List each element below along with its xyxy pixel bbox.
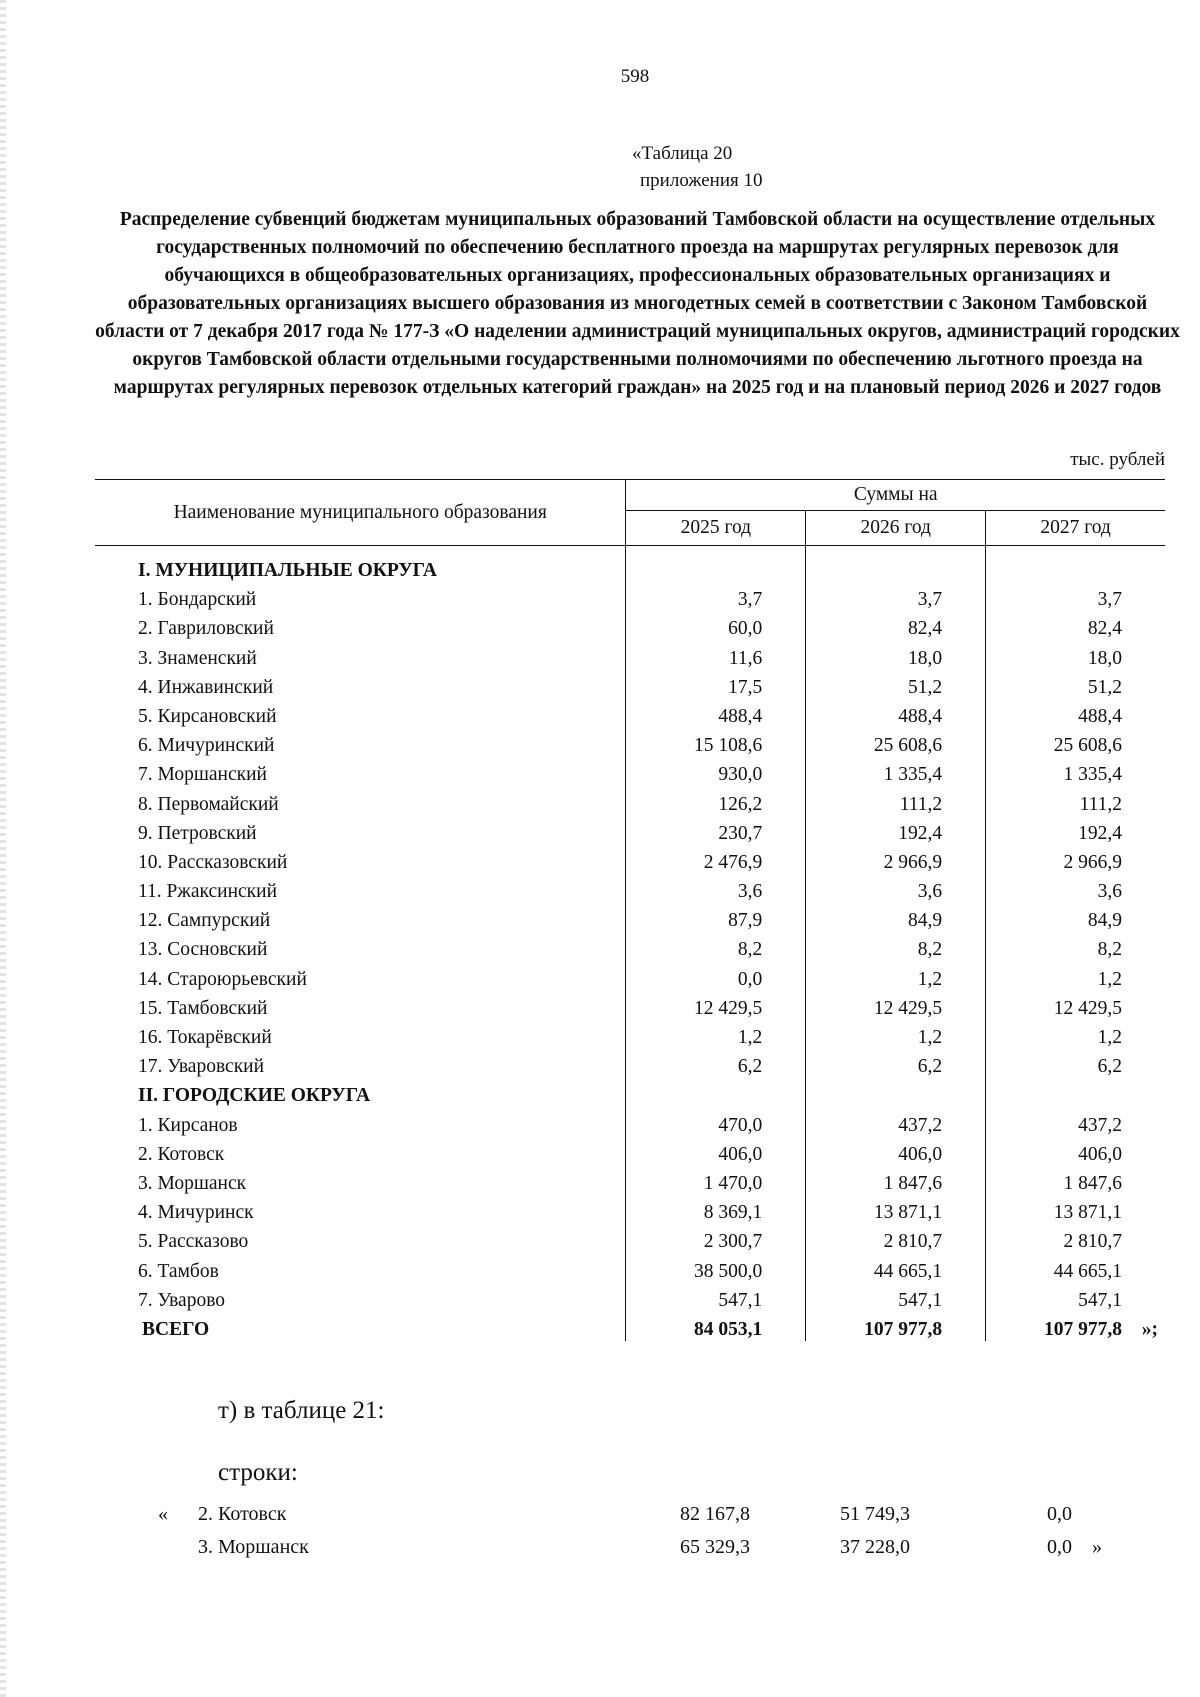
row-name: 14. Староюрьевский (138, 968, 307, 990)
header-2026: 2026 год (806, 511, 986, 546)
table-row (95, 699, 1165, 728)
row-name: 17. Уваровский (138, 1056, 265, 1078)
value-2027: 2 966,9 (986, 845, 1165, 874)
value-2027: 1 847,6 (986, 1166, 1165, 1195)
row-name: 5. Рассказово (138, 1231, 249, 1253)
value-2026: 107 977,8 (806, 1312, 986, 1341)
table-row (95, 728, 1165, 757)
value-2025: 60,0 (626, 611, 806, 640)
sub-table-row (0, 1536, 1200, 1566)
value-2027: 3,7 (986, 582, 1165, 611)
sub-row-value-2: 51 749,3 (840, 1503, 910, 1525)
table-row (95, 1137, 1165, 1166)
sub-table-row (0, 1503, 1200, 1533)
sub-row-value-1: 65 329,3 (680, 1536, 750, 1558)
table-row (95, 932, 1165, 961)
table-row (95, 1020, 1165, 1049)
row-name: 1. Кирсанов (138, 1114, 238, 1136)
value-2027 (986, 1312, 1165, 1341)
table-row (95, 845, 1165, 874)
value-2027: 82,4 (986, 611, 1165, 640)
row-name: 6. Тамбов (138, 1260, 219, 1282)
close-quote: » (1092, 1536, 1102, 1558)
row-name: 12. Сампурский (138, 910, 271, 932)
value-2027: 1,2 (986, 961, 1165, 990)
row-name: 6. Мичуринский (138, 735, 275, 757)
header-name: Наименование муниципального образования (95, 480, 626, 546)
value-2026: 1,2 (806, 1020, 986, 1049)
row-name: 3. Моршанск (138, 1172, 247, 1194)
value-2026: 25 608,6 (806, 728, 986, 757)
open-quote: « (158, 1503, 168, 1525)
value-2025: 38 500,0 (626, 1253, 806, 1282)
sub-row-value-2: 37 228,0 (840, 1536, 910, 1558)
table-ref-line-1: «Таблица 20 (632, 143, 733, 164)
row-name: II. ГОРОДСКИЕ ОКРУГА (138, 1085, 371, 1107)
value-2025: 87,9 (626, 903, 806, 932)
value-2026: 44 665,1 (806, 1253, 986, 1282)
table-row (95, 903, 1165, 932)
scan-edge-artifact (0, 0, 6, 1697)
row-name: 16. Токарёвский (138, 1027, 272, 1048)
value-2027: 2 810,7 (986, 1224, 1165, 1253)
header-sums: Суммы на (626, 480, 1165, 511)
table-row (95, 874, 1165, 903)
value-2026: 488,4 (806, 699, 986, 728)
value-2025: 0,0 (626, 961, 806, 990)
row-name: 5. Кирсановский (138, 705, 277, 727)
value-2026 (806, 1078, 986, 1107)
value-2027 (986, 546, 1165, 583)
value-2027 (986, 1078, 1165, 1107)
table-row (95, 1049, 1165, 1078)
value-2026: 13 871,1 (806, 1195, 986, 1224)
value-2025: 17,5 (626, 670, 806, 699)
value-2025: 930,0 (626, 757, 806, 786)
table-row (95, 1195, 1165, 1224)
sub-row-value-3: 0,0 (1047, 1536, 1072, 1558)
value-2025: 488,4 (626, 699, 806, 728)
table-ref-line-2: приложения 10 (640, 170, 763, 191)
row-name: 2. Котовск (138, 1143, 225, 1165)
value-2027: 488,4 (986, 699, 1165, 728)
table-row (95, 816, 1165, 845)
table-row (95, 670, 1165, 699)
units-label: тыс. рублей (1070, 449, 1165, 470)
value-2026: 192,4 (806, 816, 986, 845)
value-2027: 6,2 (986, 1049, 1165, 1078)
row-name: 2. Гавриловский (138, 618, 274, 640)
row-name: 4. Инжавинский (138, 676, 274, 698)
value-2027: 192,4 (986, 816, 1165, 845)
value-2026: 3,6 (806, 874, 986, 903)
value-2025: 1 470,0 (626, 1166, 806, 1195)
value-2027: 3,6 (986, 874, 1165, 903)
row-name: 10. Рассказовский (138, 851, 288, 873)
value-2025: 126,2 (626, 786, 806, 815)
row-name: I. МУНИЦИПАЛЬНЫЕ ОКРУГА (138, 560, 438, 581)
row-name: 13. Сосновский (138, 939, 268, 961)
row-name: 9. Петровский (138, 822, 257, 844)
value-2025 (626, 1078, 806, 1107)
value-2026: 1 335,4 (806, 757, 986, 786)
table-title: Распределение субвенций бюджетам муниципальных образований Тамбовской области на осуществление отдельных государственных полномочий по обеспечению бесплатного проезда на маршрутах регулярных перевозок для обучающихся в общеобразовательных организациях, профессиональных образовательных организациях и образовательных организациях высшего образования из многодетных семей в соответствии с Законом Тамбовской области от 7 декабря 2017 года № 177-З «О наделении администраций муниципальных округов, администраций городских округов Тамбовской области отдельными государственными полномочиями по обеспечению льготного проезда на маршрутах регулярных перевозок отдельных категорий граждан» на 2025 год и на плановый период 2026 и 2027 годов (95, 209, 1180, 398)
value-2027: 406,0 (986, 1137, 1165, 1166)
header-2025: 2025 год (626, 511, 806, 546)
section-row (95, 1078, 1165, 1107)
value-2027: 8,2 (986, 932, 1165, 961)
value-2026: 2 810,7 (806, 1224, 986, 1253)
value-2025: 15 108,6 (626, 728, 806, 757)
sub-row-value-1: 82 167,8 (680, 1503, 750, 1525)
value-2025 (626, 546, 806, 583)
value-2026: 18,0 (806, 640, 986, 669)
header-2027: 2027 год (986, 511, 1165, 546)
row-name: 3. Знаменский (138, 647, 257, 669)
table-row (95, 1107, 1165, 1136)
table-row (95, 961, 1165, 990)
value-2026: 2 966,9 (806, 845, 986, 874)
value-2025: 547,1 (626, 1283, 806, 1312)
value-2027: 547,1 (986, 1283, 1165, 1312)
closing-quote: »; (1141, 1318, 1158, 1340)
value-2025: 2 476,9 (626, 845, 806, 874)
value-2026: 84,9 (806, 903, 986, 932)
value-2026 (806, 546, 986, 583)
total-row (95, 1312, 1165, 1341)
value-2027: 437,2 (986, 1107, 1165, 1136)
value-2027: 12 429,5 (986, 991, 1165, 1020)
sub-row-name: 3. Моршанск (198, 1536, 309, 1558)
total-2027-wrap (1044, 1318, 1158, 1340)
section-row (95, 546, 1165, 583)
total-2027-value: 107 977,8 (1044, 1318, 1122, 1340)
value-2026: 82,4 (806, 611, 986, 640)
row-name: 1. Бондарский (138, 589, 257, 611)
row-name: ВСЕГО (142, 1318, 210, 1340)
value-2027: 1,2 (986, 1020, 1165, 1049)
table-row (95, 640, 1165, 669)
subventions-table (95, 479, 1165, 1341)
value-2025: 2 300,7 (626, 1224, 806, 1253)
value-2026: 406,0 (806, 1137, 986, 1166)
value-2026: 8,2 (806, 932, 986, 961)
table-row (95, 786, 1165, 815)
value-2026: 111,2 (806, 786, 986, 815)
table-row (95, 1224, 1165, 1253)
value-2025: 11,6 (626, 640, 806, 669)
value-2026: 12 429,5 (806, 991, 986, 1020)
value-2025: 3,7 (626, 582, 806, 611)
value-2025: 470,0 (626, 1107, 806, 1136)
table-body (95, 546, 1165, 1341)
value-2027: 13 871,1 (986, 1195, 1165, 1224)
value-2026: 51,2 (806, 670, 986, 699)
value-2027: 18,0 (986, 640, 1165, 669)
value-2025: 84 053,1 (626, 1312, 806, 1341)
table-row (95, 582, 1165, 611)
row-name: 7. Моршанский (138, 764, 267, 786)
table-row (95, 1283, 1165, 1312)
value-2026: 547,1 (806, 1283, 986, 1312)
page-number: 598 (620, 66, 650, 87)
value-2025: 406,0 (626, 1137, 806, 1166)
value-2027: 1 335,4 (986, 757, 1165, 786)
value-2025: 12 429,5 (626, 991, 806, 1020)
value-2025: 230,7 (626, 816, 806, 845)
table-reference (632, 140, 762, 194)
table-row (95, 991, 1165, 1020)
value-2026: 3,7 (806, 582, 986, 611)
value-2027: 84,9 (986, 903, 1165, 932)
sub-row-name: 2. Котовск (198, 1503, 287, 1525)
row-name: 4. Мичуринск (138, 1202, 254, 1224)
table-row (95, 757, 1165, 786)
table-row (95, 1166, 1165, 1195)
row-name: 8. Первомайский (138, 793, 279, 815)
value-2026: 437,2 (806, 1107, 986, 1136)
value-2026: 6,2 (806, 1049, 986, 1078)
value-2027: 25 608,6 (986, 728, 1165, 757)
value-2025: 6,2 (626, 1049, 806, 1078)
value-2027: 111,2 (986, 786, 1165, 815)
value-2027: 51,2 (986, 670, 1165, 699)
rows-label: строки: (218, 1459, 298, 1486)
section-t-heading: т) в таблице 21: (218, 1397, 385, 1424)
value-2025: 8 369,1 (626, 1195, 806, 1224)
table-row (95, 611, 1165, 640)
value-2025: 8,2 (626, 932, 806, 961)
value-2026: 1,2 (806, 961, 986, 990)
value-2027: 44 665,1 (986, 1253, 1165, 1282)
row-name: 15. Тамбовский (138, 997, 268, 1019)
row-name: 7. Уварово (138, 1289, 226, 1311)
value-2025: 1,2 (626, 1020, 806, 1049)
row-name: 11. Ржаксинский (138, 881, 278, 903)
sub-row-value-3: 0,0 (1047, 1503, 1072, 1525)
table-row (95, 1253, 1165, 1282)
value-2026: 1 847,6 (806, 1166, 986, 1195)
value-2025: 3,6 (626, 874, 806, 903)
